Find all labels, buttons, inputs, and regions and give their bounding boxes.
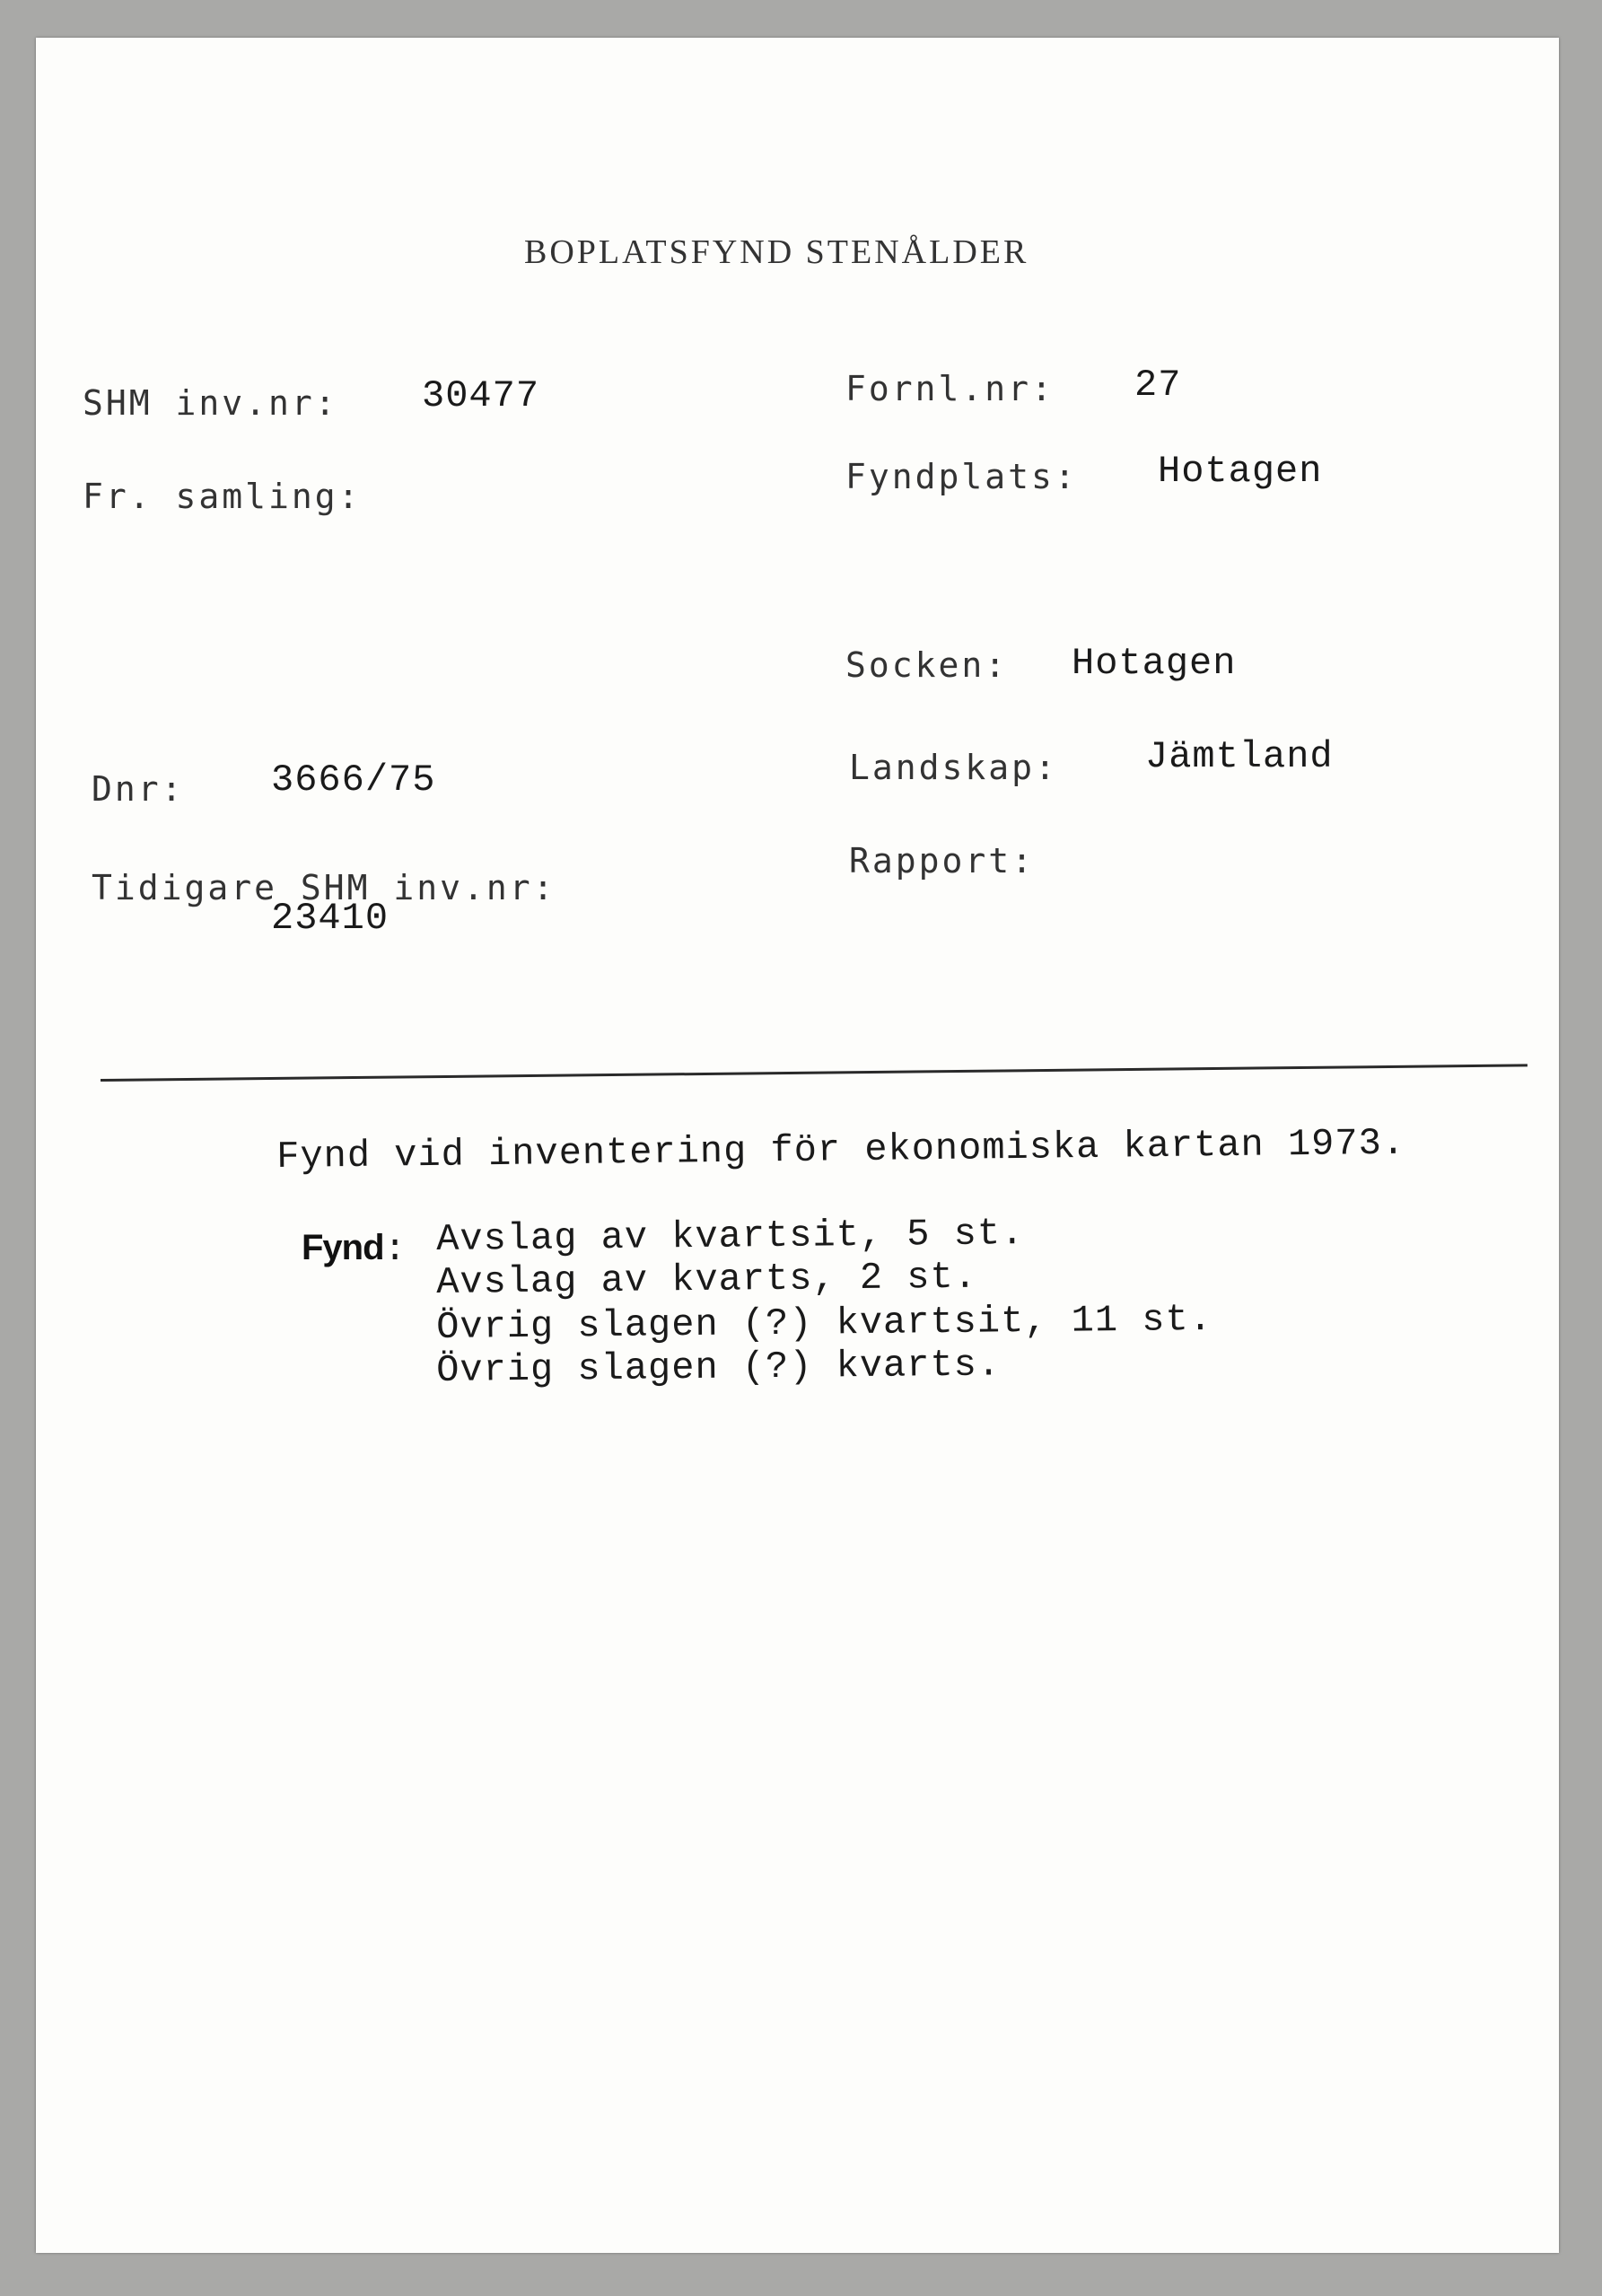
- dnr-label: Dnr:: [92, 769, 185, 809]
- catalog-card: [36, 38, 1559, 2253]
- shm-inv-value: 30477: [422, 374, 540, 417]
- landskap-label: Landskap:: [849, 748, 1058, 787]
- socken-value: Hotagen: [1072, 642, 1237, 685]
- tidigare-label: Tidigare SHM inv.nr:: [92, 868, 556, 907]
- fynd-item: Avslag av kvarts, 2 st.: [435, 1255, 978, 1304]
- fynd-label: Fynd: [302, 1228, 384, 1267]
- tidigare-value: 23410: [271, 897, 390, 940]
- divider-rule: [101, 1064, 1528, 1082]
- fr-samling-label: Fr. samling:: [83, 477, 362, 516]
- socken-label: Socken:: [845, 645, 1009, 685]
- fornl-label: Fornl.nr:: [845, 369, 1055, 408]
- card-title: BOPLATSFYND STENÅLDER: [524, 233, 1029, 271]
- shm-inv-label: SHM inv.nr:: [83, 383, 338, 423]
- fyndplats-value: Hotagen: [1158, 450, 1323, 493]
- fornl-value: 27: [1134, 364, 1182, 407]
- fyndplats-label: Fyndplats:: [845, 457, 1078, 496]
- fynd-item: Avslag av kvartsit, 5 st.: [435, 1212, 1025, 1261]
- fynd-colon: :: [383, 1228, 407, 1271]
- fynd-heading: [302, 1228, 407, 1271]
- rapport-label: Rapport:: [849, 841, 1036, 881]
- fynd-item: Övrig slagen (?) kvartsit, 11 st.: [435, 1297, 1213, 1349]
- fynd-item: Övrig slagen (?) kvarts.: [435, 1343, 1002, 1392]
- landskap-value: Jämtland: [1145, 735, 1334, 778]
- intro-text: Fynd vid inventering för ekonomiska kartan 1973.: [276, 1121, 1406, 1179]
- dnr-value: 3666/75: [271, 758, 436, 802]
